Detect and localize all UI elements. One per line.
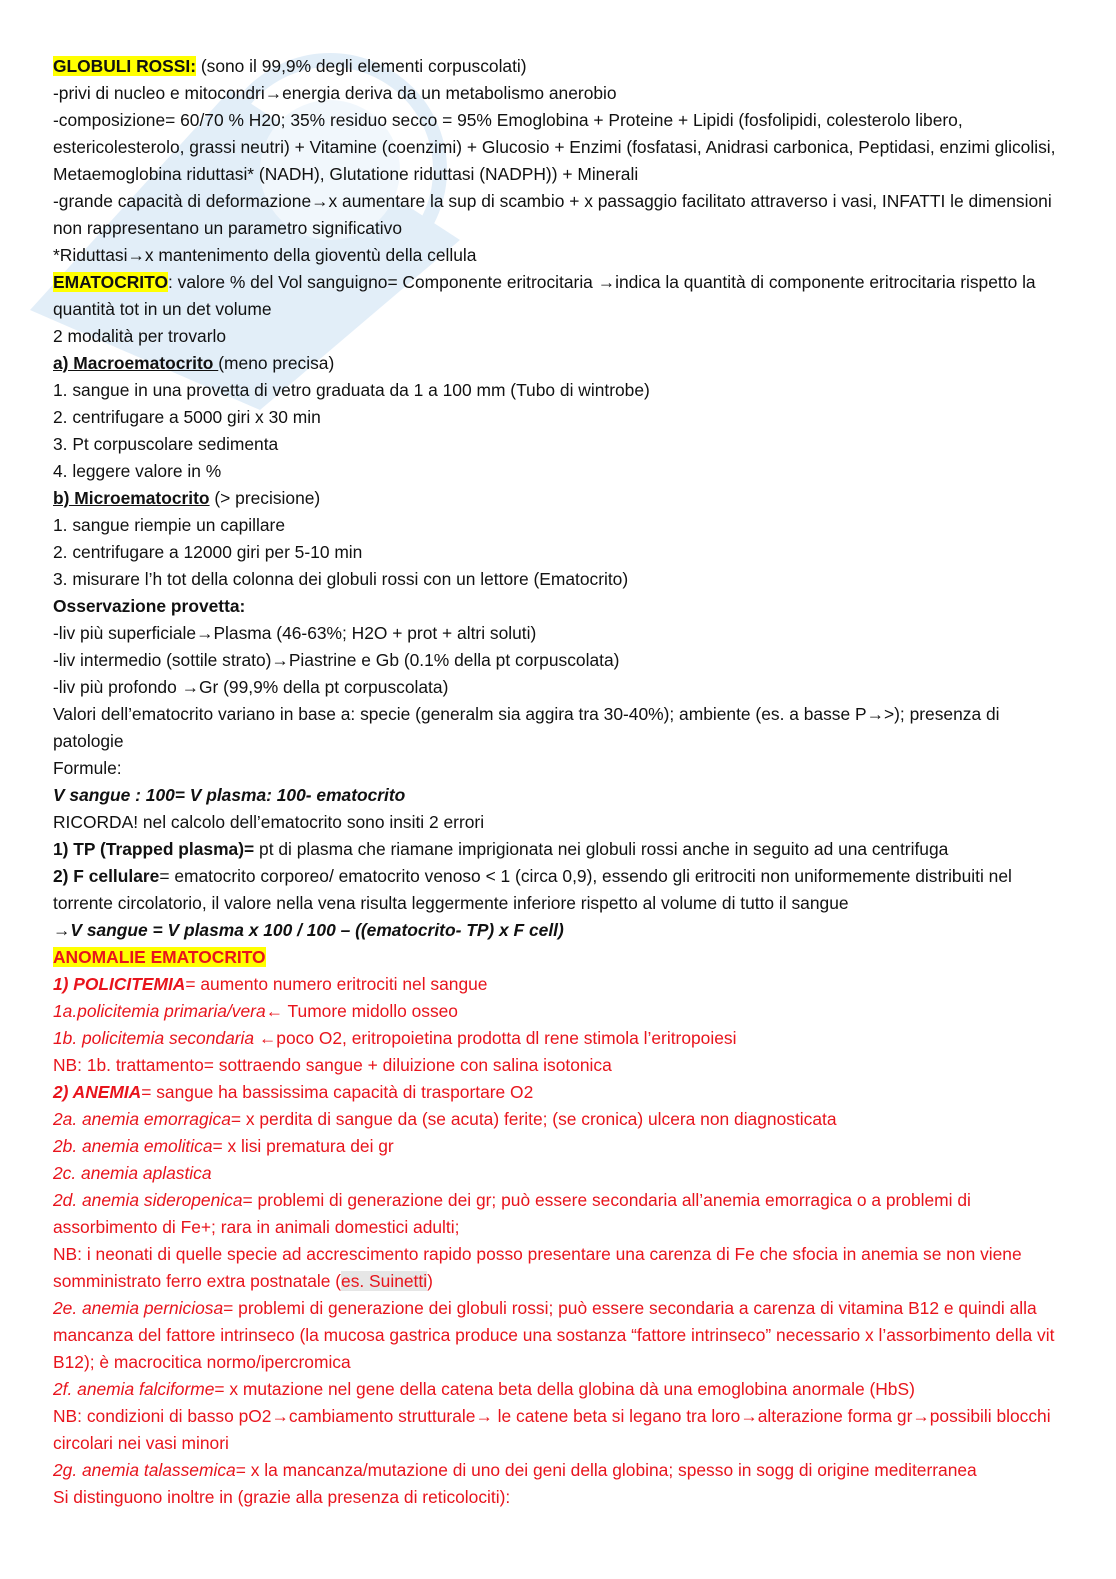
reticolociti-note: Si distinguono inoltre in (grazie alla presenza di reticolociti): xyxy=(53,1487,511,1507)
osservazione-item: -liv intermedio (sottile strato)→Piastrine e Gb (0.1% della pt corpuscolata) xyxy=(53,650,620,670)
anemia-aplastica: 2c. anemia aplastica xyxy=(53,1163,212,1183)
arrow-icon: → xyxy=(475,1406,493,1426)
arrow-icon: → xyxy=(271,650,289,670)
osservazione-item: -liv più profondo →Gr (99,9% della pt corpuscolata) xyxy=(53,677,449,697)
ematocrito-modalita: 2 modalità per trovarlo xyxy=(53,326,227,346)
arrow-icon: → xyxy=(740,1406,758,1426)
formula-1: V sangue : 100= V plasma: 100- ematocrito xyxy=(53,785,406,805)
errore-tp: 1) TP (Trapped plasma)= pt di plasma che riamane imprigionata nei globuli rossi anche in seguito ad una centrifuga xyxy=(53,839,949,859)
gr-composizione: -composizione= 60/70 % H20; 35% residuo secco = 95% Emoglobina + Proteine + Lipidi (fosfolipidi, colesterolo libero, estericolesterolo, grassi neutri) + Vitamine (coenzimi) + Glucosio + Enzimi (fosfatasi, Anidrasi carbonica, Peptidasi, enzimi glicolisi, Metaemoglobina riduttasi* (NADH), Glutatione riduttasi (NADPH)) + Minerali xyxy=(53,110,1056,184)
osservazione-item: -liv più superficiale→Plasma (46-63%; H2O + prot + altri soluti) xyxy=(53,623,537,643)
arrow-icon: → xyxy=(196,623,214,643)
anemia-sideropenica: 2d. anemia sideropenica= problemi di generazione dei gr; può essere secondaria all’anemia emorragica o a problemi di assorbimento di Fe+; rara in animali domestici adulti; xyxy=(53,1190,971,1237)
arrow-icon: → xyxy=(912,1406,930,1426)
macro-step: 3. Pt corpuscolare sedimenta xyxy=(53,434,279,454)
anemia-falciforme: 2f. anemia falciforme= x mutazione nel gene della catena beta della globina dà una emoglobina anormale (HbS) xyxy=(53,1379,915,1399)
policitemia: 1) POLICITEMIA= aumento numero eritrociti nel sangue xyxy=(53,974,488,994)
ematocrito-heading: EMATOCRITO xyxy=(53,272,168,292)
gr-riduttasi: *Riduttasi→x mantenimento della gioventù della cellula xyxy=(53,245,477,265)
arrow-icon: → xyxy=(866,704,884,724)
osservazione-heading: Osservazione provetta: xyxy=(53,596,246,616)
errore-f-cellulare: 2) F cellulare= ematocrito corporeo/ ematocrito venoso < 1 (circa 0,9), essendo gli eritrociti non uniformemente distribuiti nel torrente circolatorio, il valore nella vena risulta leggermente inferiore rispetto al volume di tutto il sangue xyxy=(53,866,1012,913)
arrow-icon: → xyxy=(271,1406,289,1426)
ematocrito-definition: EMATOCRITO: valore % del Vol sanguigno= Componente eritrocitaria →indica la quantità di componente eritrocitaria rispetto la quantità tot in un det volume xyxy=(53,272,1036,319)
policitemia-secondaria: 1b. policitemia secondaria ←poco O2, eritropoietina prodotta dl rene stimola l’eritropoiesi xyxy=(53,1028,737,1048)
microematocrito-heading: b) Microematocrito (> precisione) xyxy=(53,488,321,508)
anemia-emolitica: 2b. anemia emolitica= x lisi prematura dei gr xyxy=(53,1136,394,1156)
anemia-perniciosa: 2e. anemia perniciosa= problemi di generazione dei globuli rossi; può essere secondaria a carenza di vitamina B12 e quindi alla mancanza del fattore intrinseco (la mucosa gastrica produce una sostanza “fattore intrinseco” necessario x l’assorbimento della vit B12); è macrocitica normo/ipercromica xyxy=(53,1298,1055,1372)
micro-step: 3. misurare l’h tot della colonna dei globuli rossi con un lettore (Ematocrito) xyxy=(53,569,629,589)
document-page xyxy=(53,53,1063,1511)
nb-trattamento: NB: 1b. trattamento= sottraendo sangue + diluizione con salina isotonica xyxy=(53,1055,612,1075)
arrow-icon: → xyxy=(53,920,71,940)
macro-step: 4. leggere valore in % xyxy=(53,461,222,481)
anemia-talassemica: 2g. anemia talassemica= x la mancanza/mutazione di uno dei geni della globina; spesso in sogg di origine mediterranea xyxy=(53,1460,977,1480)
gr-deformazione: -grande capacità di deformazione→x aumentare la sup di scambio + x passaggio facilitato attraverso i vasi, INFATTI le dimensioni non rappresentano un parametro significativo xyxy=(53,191,1052,238)
anemia: 2) ANEMIA= sangue ha bassissima capacità di trasportare O2 xyxy=(53,1082,534,1102)
macro-step: 1. sangue in una provetta di vetro graduata da 1 a 100 mm (Tubo di wintrobe) xyxy=(53,380,650,400)
valori-ematocrito: Valori dell’ematocrito variano in base a: specie (generalm sia aggira tra 30-40%); ambiente (es. a basse P→>); presenza di patologie xyxy=(53,704,1000,751)
arrow-icon: → xyxy=(181,677,199,697)
title-globuli-rossi: GLOBULI ROSSI: xyxy=(53,56,196,76)
nb-neonati: NB: i neonati di quelle specie ad accrescimento rapido posso presentare una carenza di Fe che sfocia in anemia se non viene somministrato ferro extra postnatale (es. Suinetti) xyxy=(53,1244,1022,1291)
gr-line-1: -privi di nucleo e mitocondri→energia deriva da un metabolismo anerobio xyxy=(53,83,617,103)
macroematocrito-heading: a) Macroematocrito (meno precisa) xyxy=(53,353,335,373)
arrow-icon: → xyxy=(127,245,145,265)
ricorda-note: RICORDA! nel calcolo dell’ematocrito sono insiti 2 errori xyxy=(53,812,485,832)
policitemia-primaria: 1a.policitemia primaria/vera← Tumore midollo osseo xyxy=(53,1001,458,1021)
micro-step: 1. sangue riempie un capillare xyxy=(53,515,286,535)
title-line: GLOBULI ROSSI: (sono il 99,9% degli elementi corpuscolati) xyxy=(53,56,527,76)
anomalie-heading: ANOMALIE EMATOCRITO xyxy=(53,947,266,967)
macro-step: 2. centrifugare a 5000 giri x 30 min xyxy=(53,407,321,427)
nb-basso-po2: NB: condizioni di basso pO2→cambiamento strutturale→ le catene beta si legano tra loro→alterazione forma gr→possibili blocchi circolari nei vasi minori xyxy=(53,1406,1051,1453)
arrow-icon: → xyxy=(264,83,283,103)
left-arrow-icon: ← xyxy=(265,1001,284,1021)
arrow-icon: → xyxy=(597,272,616,292)
left-arrow-icon: ← xyxy=(258,1028,277,1048)
formula-2: →V sangue = V plasma x 100 / 100 – ((ematocrito- TP) x F cell) xyxy=(53,920,564,940)
arrow-icon: → xyxy=(311,191,329,211)
anemia-emorragica: 2a. anemia emorragica= x perdita di sangue da (se acuta) ferite; (se cronica) ulcera non diagnosticata xyxy=(53,1109,837,1129)
micro-step: 2. centrifugare a 12000 giri per 5-10 min xyxy=(53,542,363,562)
formule-label: Formule: xyxy=(53,758,122,778)
